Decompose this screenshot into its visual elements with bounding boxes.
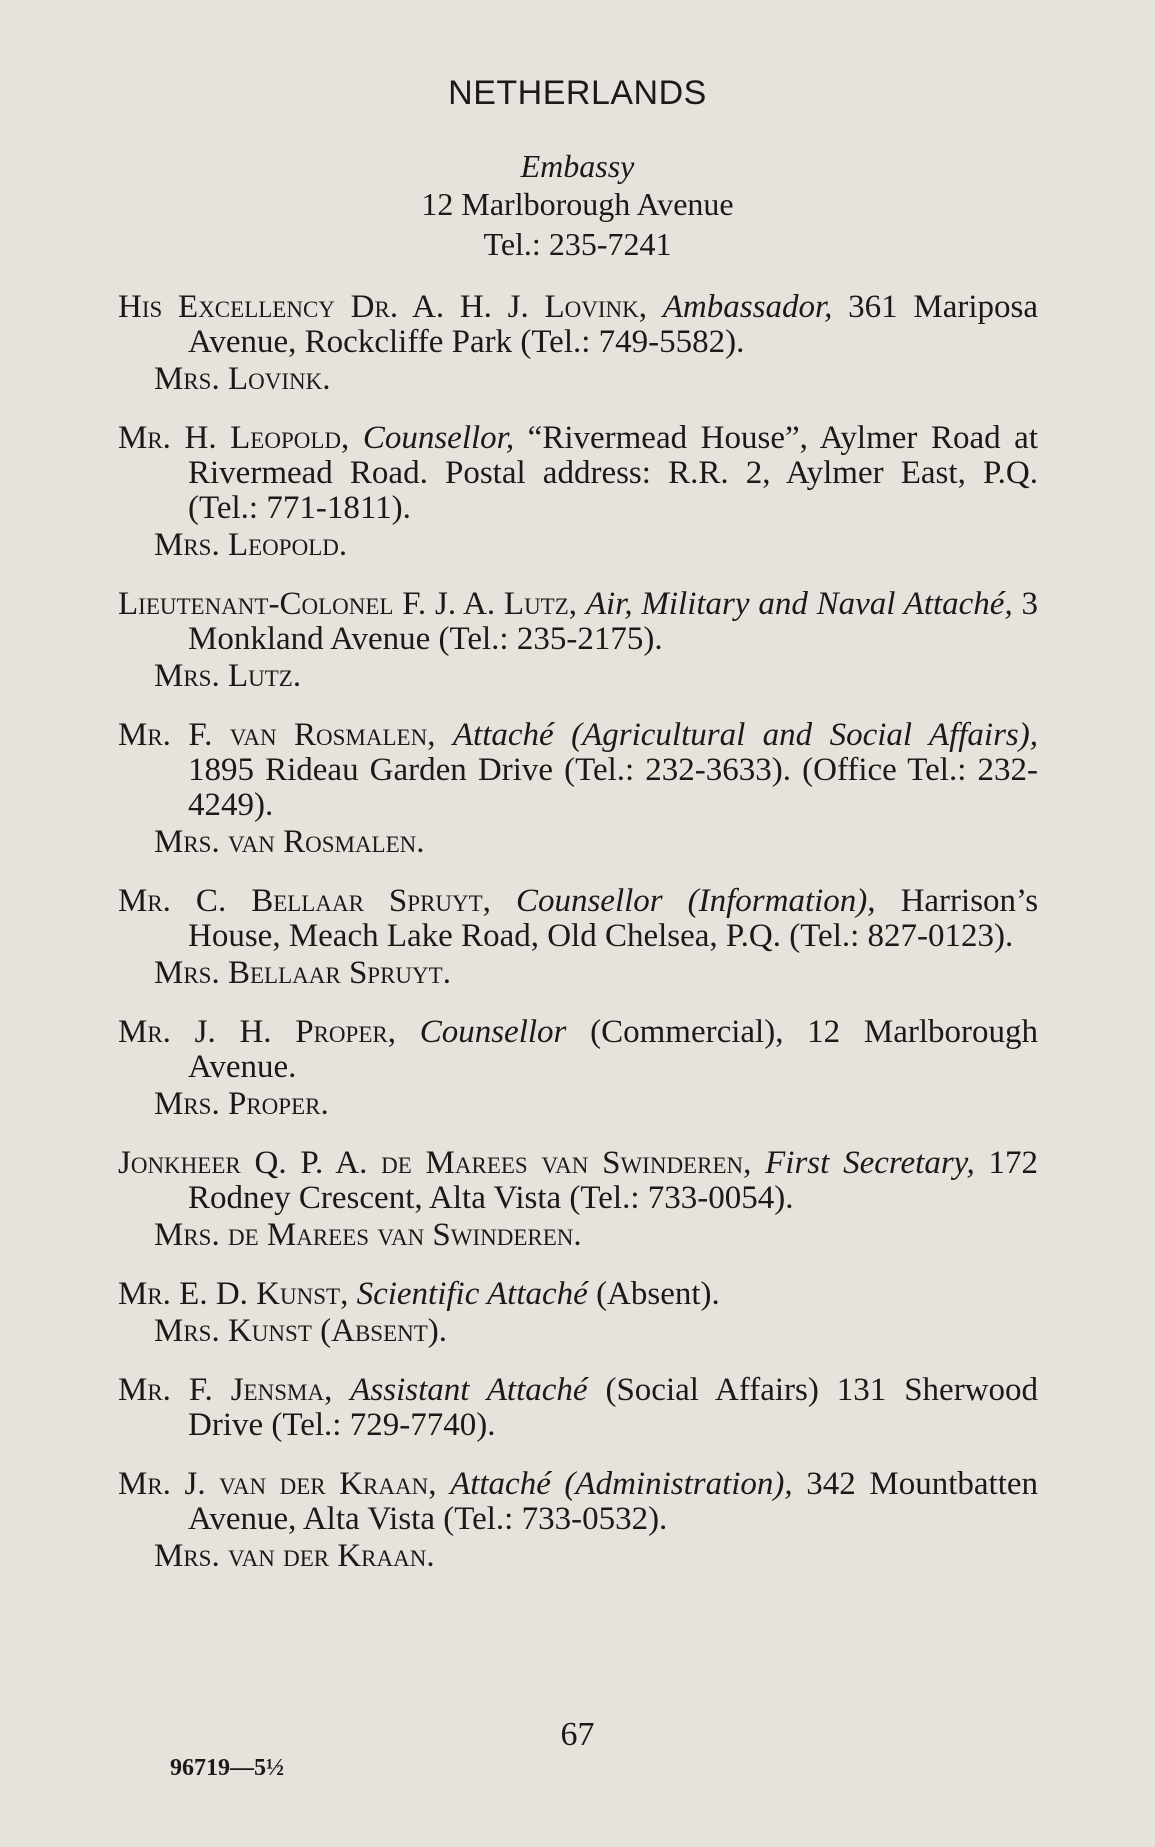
entry-name: His Excellency Dr. A. H. J. Lovink, — [118, 289, 648, 325]
entry-details: (Social Affairs) 131 Sherwood Drive (Tel.: 729-7740). — [188, 1372, 1039, 1443]
entry-text — [118, 1146, 1038, 1216]
staff-entry — [118, 421, 1038, 563]
entry-details: 3 Monkland Avenue (Tel.: 235-2175). — [188, 586, 1038, 657]
entry-details: 1895 Rideau Garden Drive (Tel.: 232-3633). (Office Tel.: 232-4249). — [188, 752, 1038, 823]
entry-spouse: Mrs. Lovink. — [154, 361, 331, 397]
entry-spouse: Mrs. Proper. — [154, 1086, 329, 1122]
entry-spouse: Mrs. Leopold. — [154, 527, 348, 563]
entry-details: 342 Mountbatten Avenue, Alta Vista (Tel.: 733-0532). — [188, 1466, 1039, 1537]
entry-text — [118, 290, 1038, 360]
mission-address: 12 Marlborough Avenue — [421, 186, 734, 222]
entry-text — [118, 1373, 1038, 1443]
entry-title: Counsellor — [419, 1014, 567, 1050]
entry-title: Air, Military and Naval Attaché, — [585, 586, 1013, 622]
entry-name: Mr. J. H. Proper, — [118, 1014, 396, 1050]
mission-type: Embassy — [520, 148, 635, 184]
entry-text — [118, 587, 1038, 657]
entry-spouse: Mrs. van Rosmalen. — [154, 824, 425, 860]
entry-title: Ambassador, — [662, 289, 833, 325]
entry-spouse: Mrs. van der Kraan. — [154, 1538, 435, 1574]
mission-telephone: Tel.: 235-7241 — [483, 226, 672, 262]
entry-text — [118, 718, 1038, 823]
entry-title: Attaché (Agricultural and Social Affairs), — [452, 717, 1038, 753]
entry-title: Attaché (Administration), — [450, 1466, 793, 1502]
staff-entry — [118, 1015, 1038, 1122]
entry-details: Harrison’s House, Meach Lake Road, Old Chelsea, P.Q. (Tel.: 827-0123). — [188, 883, 1039, 954]
entry-name: Mr. E. D. Kunst, — [118, 1276, 349, 1312]
entry-name: Mr. H. Leopold, — [118, 420, 350, 456]
entry-name: Mr. F. van Rosmalen, — [118, 717, 436, 753]
entry-details: (Commercial), 12 Marlborough Avenue. — [188, 1014, 1039, 1085]
staff-entry — [118, 884, 1038, 991]
entry-text — [118, 1015, 1038, 1085]
entry-spouse: Mrs. Bellaar Spruyt. — [154, 955, 451, 991]
entry-spouse: Mrs. de Marees van Swinderen. — [154, 1217, 582, 1253]
entry-details: (Absent). — [596, 1276, 720, 1312]
entry-title: First Secretary, — [765, 1145, 975, 1181]
entry-title: Counsellor, — [362, 420, 515, 456]
entry-name: Mr. C. Bellaar Spruyt, — [118, 883, 491, 919]
entry-text — [118, 421, 1038, 526]
entry-spouse: Mrs. Lutz. — [154, 658, 302, 694]
entry-name: Mr. J. van der Kraan, — [118, 1466, 437, 1502]
entry-name: Jonkheer Q. P. A. de Marees van Swinderen, — [118, 1145, 752, 1181]
staff-entry — [118, 290, 1038, 397]
entry-title: Counsellor (Information), — [515, 883, 876, 919]
entry-text — [118, 884, 1038, 954]
entry-title: Scientific Attaché — [356, 1276, 588, 1312]
entry-spouse: Mrs. Kunst (Absent). — [154, 1313, 448, 1349]
entry-details: “Rivermead House”, Aylmer Road at Rivermead Road. Postal address: R.R. 2, Aylmer East, P.Q. (Tel.: 771-1811). — [188, 420, 1038, 526]
staff-entry — [118, 1146, 1038, 1253]
staff-entry — [118, 1467, 1038, 1574]
staff-entry — [118, 1277, 1038, 1349]
entry-name: Lieutenant-Colonel F. J. A. Lutz, — [118, 586, 578, 622]
entry-title: Assistant Attaché — [350, 1372, 588, 1408]
country-heading: NETHERLANDS — [448, 74, 707, 112]
staff-entry — [118, 587, 1038, 694]
page-number: 67 — [560, 1716, 595, 1753]
staff-list — [118, 290, 1038, 1598]
staff-entry — [118, 1373, 1038, 1443]
entry-details: 361 Mariposa Avenue, Rockcliffe Park (Tel.: 749-5582). — [188, 289, 1039, 360]
print-code: 96719—5½ — [170, 1755, 284, 1781]
entry-text — [118, 1467, 1038, 1537]
staff-entry — [118, 718, 1038, 860]
entry-name: Mr. F. Jensma, — [118, 1372, 333, 1408]
entry-text — [118, 1277, 1038, 1312]
entry-details: 172 Rodney Crescent, Alta Vista (Tel.: 733-0054). — [188, 1145, 1039, 1216]
